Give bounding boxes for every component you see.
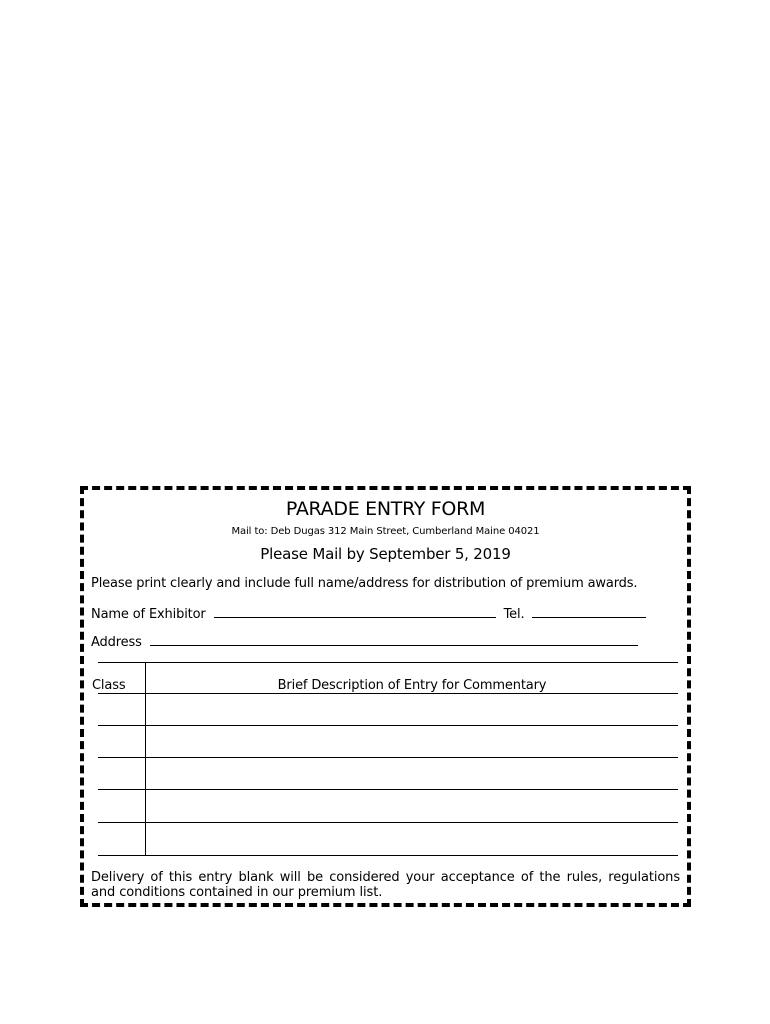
address-field[interactable] — [150, 633, 638, 646]
class-entry-line[interactable] — [98, 855, 145, 856]
tel-field[interactable] — [532, 605, 646, 618]
description-entry-line[interactable] — [146, 725, 678, 726]
description-header-underline — [146, 693, 678, 694]
address-row — [91, 633, 638, 650]
class-entry-line[interactable] — [98, 789, 145, 790]
description-entry-line[interactable] — [146, 757, 678, 758]
description-entry-line[interactable] — [146, 855, 678, 856]
mail-deadline: Please Mail by September 5, 2019 — [260, 545, 511, 563]
table-top-rule — [98, 662, 678, 663]
acceptance-notice: Delivery of this entry blank will be considered your acceptance of the rules, regulations and conditions contained in our premium list. — [91, 870, 680, 900]
print-instruction: Please print clearly and include full name/address for distribution of premium awards. — [91, 576, 638, 591]
mailing-address: Mail to: Deb Dugas 312 Main Street, Cumberland Maine 04021 — [231, 526, 540, 537]
description-entry-line[interactable] — [146, 789, 678, 790]
class-entry-line[interactable] — [98, 822, 145, 823]
description-column-header: Brief Description of Entry for Commentary — [277, 678, 547, 693]
form-title: PARADE ENTRY FORM — [285, 498, 486, 520]
exhibitor-name-field[interactable] — [214, 605, 496, 618]
parade-entry-form — [80, 486, 691, 907]
tel-label: Tel. — [503, 607, 525, 622]
address-label: Address — [91, 635, 142, 650]
class-column-header: Class — [92, 678, 126, 693]
class-entry-line[interactable] — [98, 757, 145, 758]
exhibitor-name-label: Name of Exhibitor — [91, 607, 206, 622]
class-header-underline — [98, 693, 145, 694]
class-entry-line[interactable] — [98, 725, 145, 726]
exhibitor-row — [91, 605, 646, 622]
description-entry-line[interactable] — [146, 822, 678, 823]
